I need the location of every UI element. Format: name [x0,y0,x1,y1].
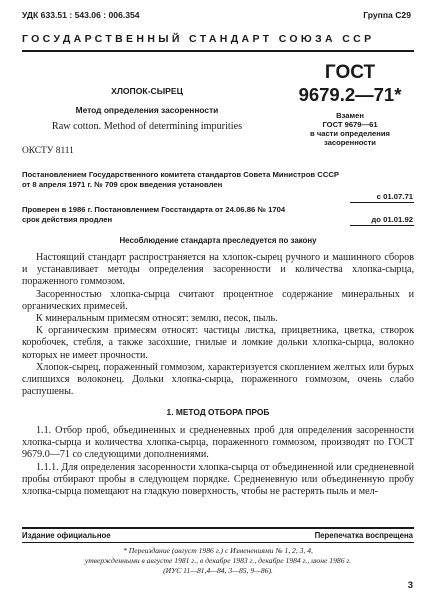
footnote-line-1: * Переиздание (август 1986 г.) с Изменениями № 1, 2, 3, 4, [123,546,313,555]
footnote-line-3: (ИУС 11—81,4—84, 3—85, 9—86). [163,566,273,575]
standard-banner: ГОСУДАРСТВЕННЫЙ СТАНДАРТ СОЮЗА ССР [22,33,375,45]
reprint-prohibited: Перепечатка воспрещена [314,531,413,540]
resolution-line-2: от 8 апреля 1971 г. № 709 срок введения установлен [22,180,223,189]
group-code: Группа С29 [363,10,411,20]
paragraph-1-1: 1.1. Отбор проб, объединенных и средненевных проб для определения засоренности хлопка-сырца и количества хлопка-сырца, пораженного гоммозом, производят по ГОСТ 9679.0—71 со следующими дополнениями. [22,425,414,461]
footnote-line-2: утвержденными в августе 1981 г., в декабре 1983 г., декабре 1984 г., июне 1986 г. [84,556,352,565]
replaces-line-2: ГОСТ 9679—61 [322,120,378,129]
date-underline-2 [350,225,414,226]
replaces-line-1: Взамен [336,111,364,120]
paragraph-mineral-impurities: К минеральным примесям относят: землю, песок, пыль. [36,313,278,325]
paragraph-scope: Настоящий стандарт распространяется на хлопок-сырец ручного и машинного сборов и устанавливает методы определения засоренности и количества хлопка-сырца, пораженного гоммозом. [22,252,414,288]
sampling-section [22,425,414,498]
paragraph-gummosis: Хлопок-сырец, пораженный гоммозом, характеризуется скоплением желтых или бурых слипшихся волоконец. Дольки хлопка-сырца, пораженного гоммозом, очень слабо распушены. [22,361,414,398]
date-underline-1 [350,202,414,203]
resolution-line-1: Постановлением Государственного комитета стандартов Совета Министров СССР [22,170,340,179]
document-subtitle: Метод определения засоренности [75,105,219,115]
replaces-line-3: в части определения [310,129,390,138]
okstu-code: ОКСТУ 8111 [22,146,74,156]
paragraph-1-1-1: 1.1.1. Для определения засоренности хлопка-сырца от объединенной или средненевной пробы отбирают пробы в следующем порядке. Средненевную или объединенную пробу хлопка-сырца помещают на гладкую поверхность, чтобы не растерять пыль и мел- [22,461,414,498]
replaces-line-4: засоренности [324,138,376,147]
law-warning: Несоблюдение стандарта преследуется по закону [119,236,317,245]
english-title: Raw cotton. Method of determining impurities [51,121,243,132]
paragraph-organic-impurities: К органическим примесям относят: частицы листка, прицветника, цветка, створок коробочек, стебля, а также засохшие, гнилые и ломкие дольки хлопка-сырца, волокно которых не имеет прочности. [22,325,414,361]
intro-section [22,252,414,398]
section-heading-sampling: 1. МЕТОД ОТБОРА ПРОБ [166,407,270,417]
footnote-rule [22,542,414,543]
document-title: ХЛОПОК-СЫРЕЦ [111,86,183,96]
resolution-line-3: Проверен в 1986 г. Постановлением Госстандарта от 24.06.86 № 1704 [22,205,286,214]
gost-number: 9679.2—71* [298,84,402,105]
introduction-date: с 01.07.71 [376,192,413,201]
validity-date: до 01.01.92 [371,215,413,224]
paragraph-impurity-definition: Засоренностью хлопка-сырца считают процентное содержание минеральных и органических примесей. [22,288,414,312]
page-number: 3 [407,580,413,591]
resolution-line-4: срок действия продлен [22,215,113,224]
gost-label: ГОСТ [324,62,376,83]
header-rule [22,50,414,52]
official-edition: Издание официальное [22,531,111,540]
udk-code: УДК 633.51 : 543.06 : 006.354 [22,10,140,20]
footer-rule [22,527,414,529]
